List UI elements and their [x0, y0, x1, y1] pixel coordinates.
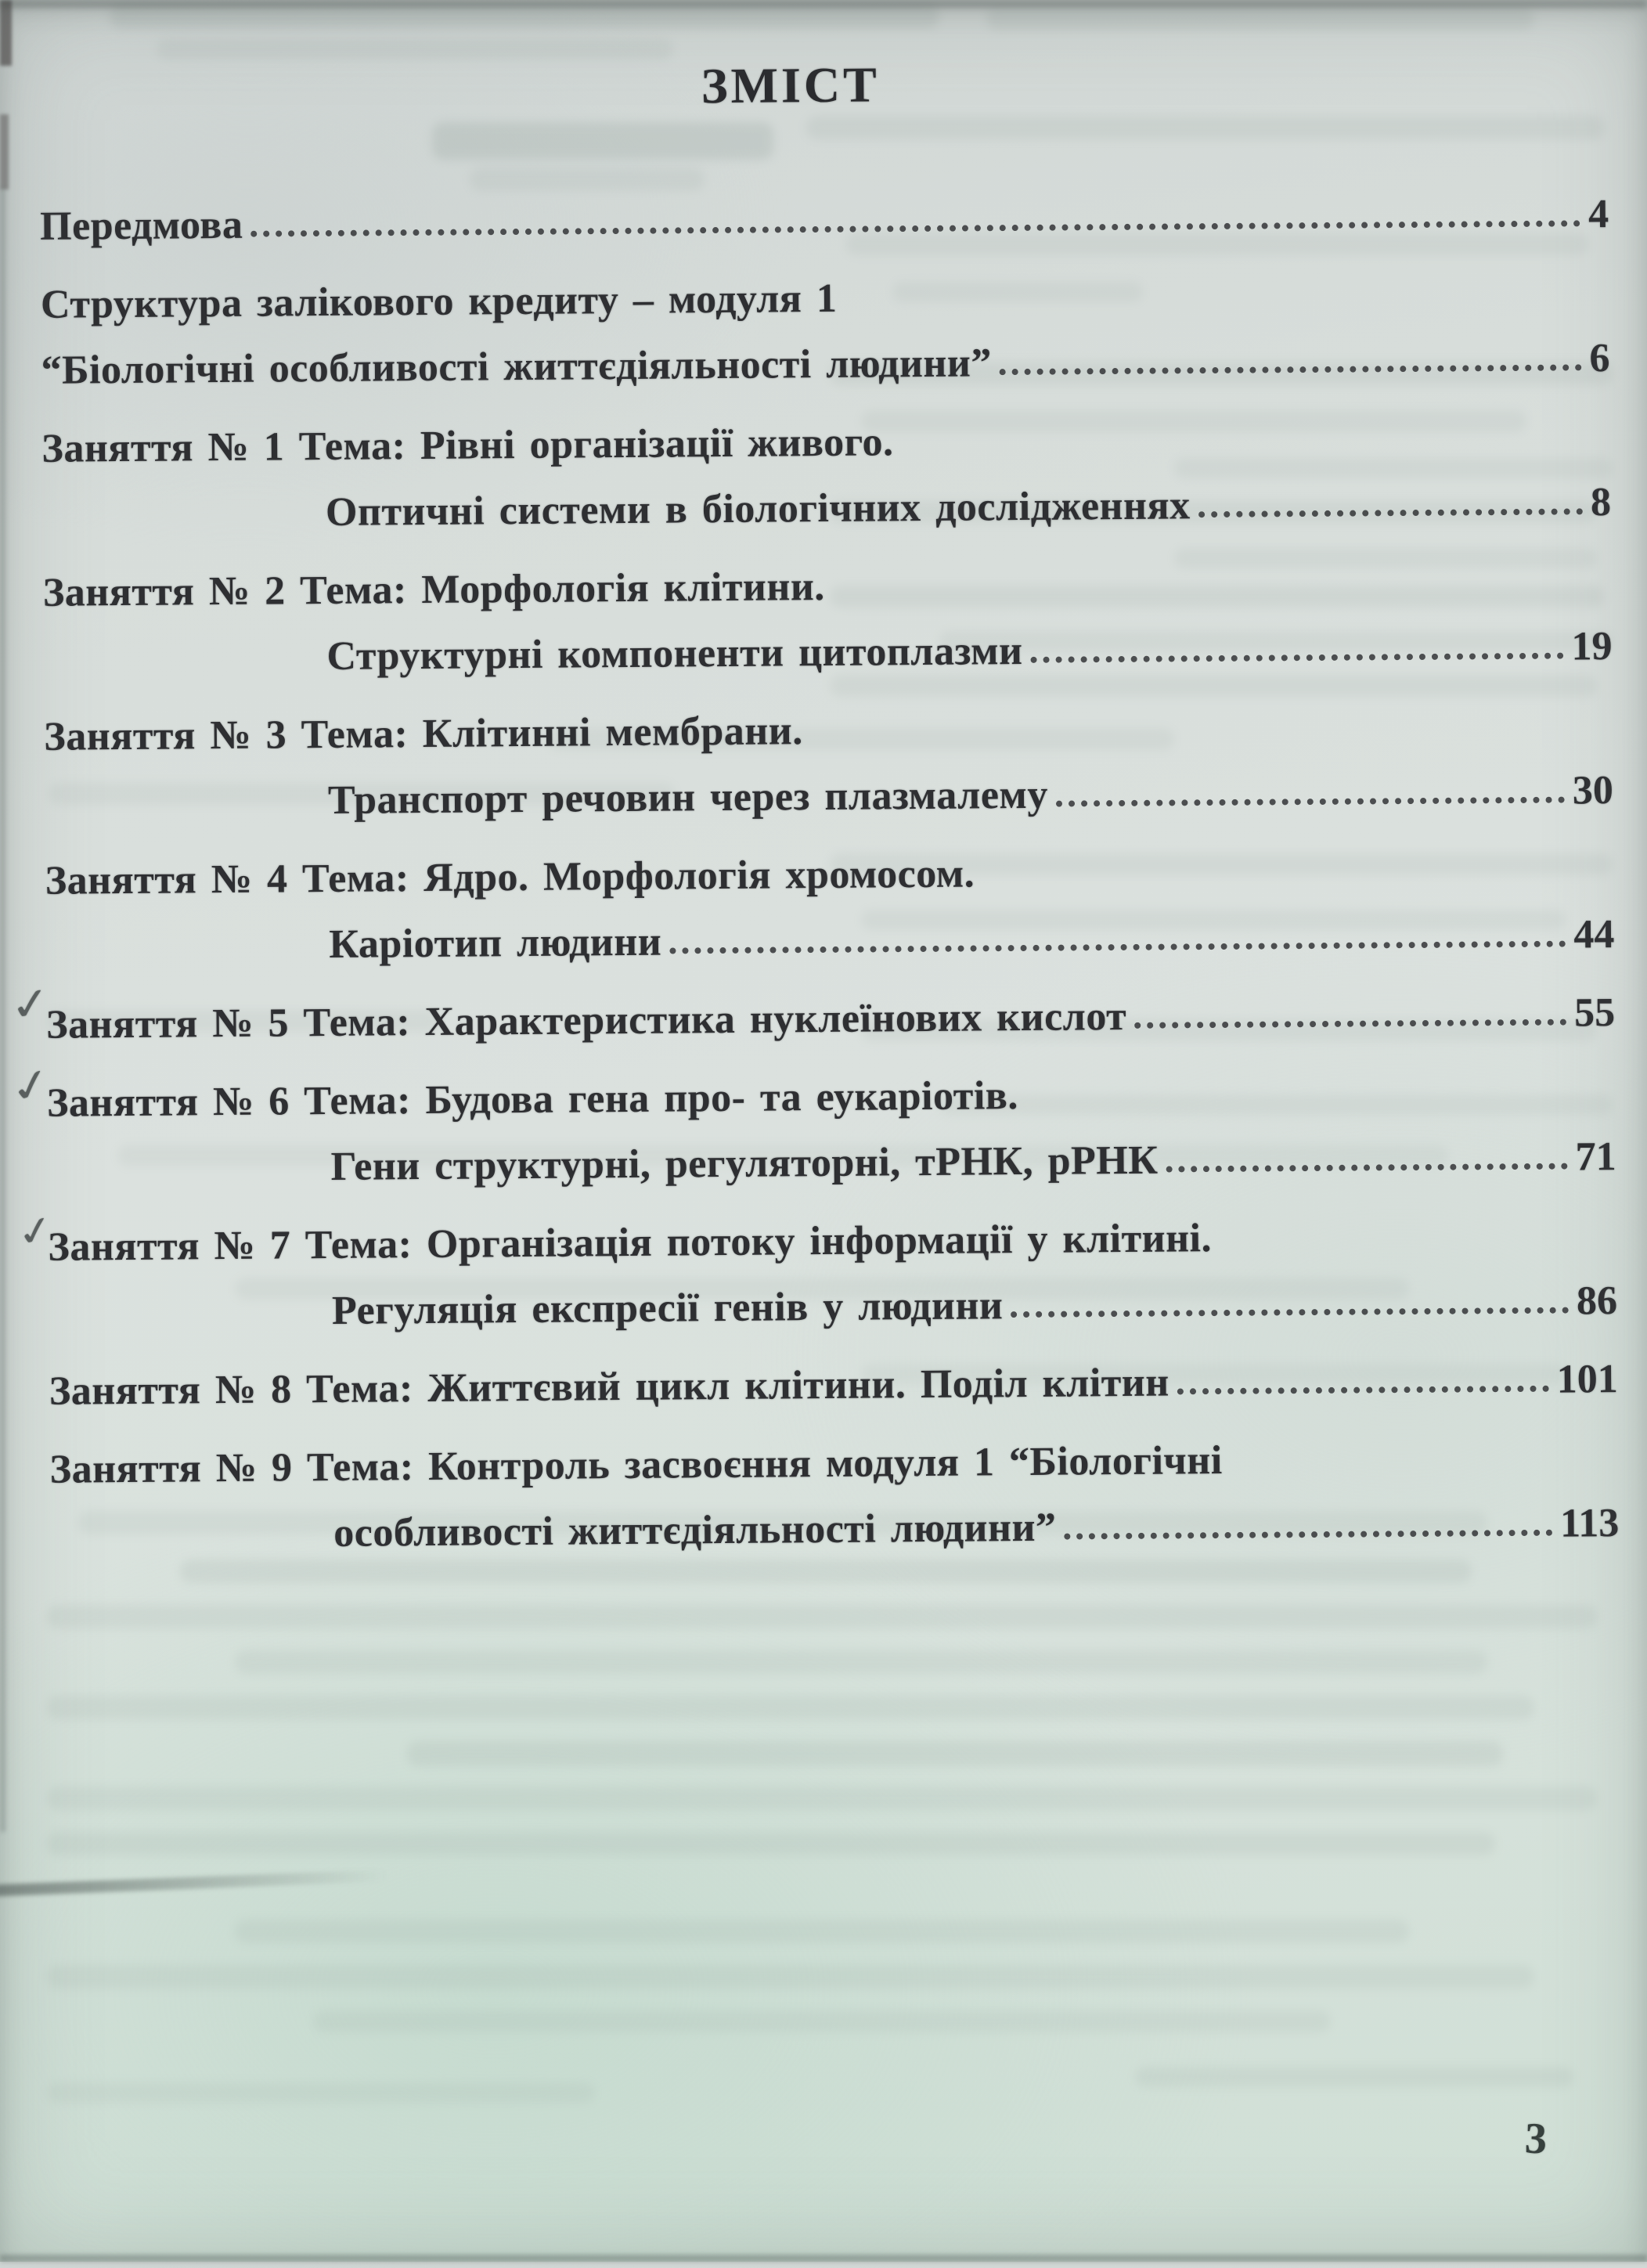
- toc-line-text: Заняття № 4 Тема: Ядро. Морфологія хромосом.: [45, 851, 975, 904]
- dotted-leader: [1134, 1019, 1566, 1029]
- toc-entry: [3, 1047, 1616, 1192]
- toc-line: [50, 1480, 1620, 1558]
- toc-line: [48, 1192, 1617, 1270]
- toc-line-text: “Біологічні особливості життєдіяльності людини”: [41, 341, 993, 394]
- toc-page-ref: 101: [1556, 1357, 1619, 1403]
- toc-line: [41, 249, 1610, 327]
- dotted-leader: [1064, 1530, 1552, 1540]
- toc-line-text: Каріотип людини: [329, 920, 662, 968]
- toc-page-ref: 86: [1576, 1278, 1618, 1324]
- dotted-leader: [1031, 653, 1564, 663]
- toc-line: [45, 891, 1615, 969]
- toc-entry: [13, 1192, 1618, 1336]
- toc-line-text: Заняття № 6 Тема: Будова гена про- та еукаріотів.: [46, 1073, 1019, 1127]
- toc-page-ref: 4: [1588, 192, 1609, 237]
- toc-line: [41, 393, 1611, 471]
- dotted-leader: [1177, 1386, 1549, 1395]
- toc-line-text: Заняття № 5 Тема: Характеристика нуклеїнових кислот: [45, 994, 1127, 1048]
- toc-line: [43, 603, 1613, 681]
- checkmark-icon: ✓: [6, 975, 55, 1033]
- toc-line-text: Транспорт речовин через плазмалему: [327, 773, 1049, 824]
- toc-line-text: Гени структурні, регуляторні, тРНК, рРНК: [330, 1138, 1159, 1190]
- dotted-leader: [1000, 364, 1582, 375]
- toc-entry: [44, 681, 1613, 825]
- dotted-leader: [1198, 508, 1583, 517]
- toc-entry: [49, 1414, 1619, 1558]
- toc-line-text: Структура залікового кредиту – модуля 1: [40, 276, 838, 328]
- dotted-leader: [250, 220, 1580, 236]
- toc-line-text: Регуляція експресії генів у людини: [331, 1283, 1004, 1334]
- toc-line-text: Заняття № 7 Тема: Організація потоку інформації у клітині.: [48, 1216, 1213, 1271]
- toc-entry: [45, 825, 1614, 969]
- page-title: ЗМІСТ: [701, 56, 881, 114]
- toc-line-text: Заняття № 3 Тема: Клітинні мембрани.: [44, 709, 803, 760]
- toc-page-ref: 71: [1575, 1134, 1616, 1180]
- toc-line: [42, 459, 1612, 537]
- toc-line: [45, 825, 1614, 903]
- toc-line-text: Передмова: [39, 203, 243, 250]
- toc-entry: [42, 537, 1612, 681]
- dotted-leader: [1056, 797, 1565, 807]
- toc-page-ref: 8: [1590, 480, 1612, 525]
- toc-line-text: Оптичні системи в біологічних дослідженнях: [325, 483, 1191, 535]
- toc-line: [42, 537, 1612, 615]
- toc-line: [49, 1257, 1618, 1336]
- toc-page-ref: 113: [1559, 1501, 1620, 1547]
- toc-line-text: Структурні компоненти цитоплазми: [326, 629, 1023, 680]
- toc-line: [49, 1414, 1619, 1492]
- toc-page-ref: 19: [1571, 624, 1613, 669]
- checkmark-icon: ✓: [3, 1055, 59, 1115]
- toc-line: [46, 969, 1616, 1047]
- toc-page-ref: 6: [1589, 336, 1610, 381]
- toc-line-text: Заняття № 9 Тема: Контроль засвоєння модуля 1 “Біологічні: [49, 1438, 1223, 1493]
- toc-entry: [41, 393, 1611, 537]
- toc-line: [47, 1047, 1616, 1126]
- dotted-leader: [669, 941, 1566, 954]
- toc-line: [49, 1336, 1618, 1414]
- table-of-contents: [3, 171, 1620, 1570]
- toc-line-text: особливості життєдіяльності людини”: [333, 1505, 1057, 1556]
- dotted-leader: [1011, 1307, 1569, 1318]
- toc-page-ref: 55: [1573, 990, 1616, 1036]
- toc-line: [41, 315, 1610, 393]
- toc-line: [40, 171, 1609, 249]
- toc-page-ref: 30: [1572, 768, 1614, 813]
- toc-line-text: Заняття № 2 Тема: Морфологія клітини.: [42, 564, 826, 616]
- toc-line: [47, 1113, 1616, 1192]
- toc-entry: [41, 249, 1610, 393]
- dotted-leader: [1166, 1163, 1568, 1173]
- toc-line: [45, 747, 1614, 825]
- toc-line-text: Заняття № 1 Тема: Рівні організації живого.: [41, 420, 894, 472]
- toc-entry: [6, 969, 1616, 1048]
- folio-page-number: 3: [1523, 2114, 1548, 2164]
- toc-line: [44, 681, 1613, 759]
- toc-entry: [40, 171, 1609, 249]
- toc-page-ref: 44: [1573, 912, 1615, 957]
- toc-line-text: Заняття № 8 Тема: Життєвий цикл клітини. Поділ клітин: [49, 1360, 1169, 1415]
- checkmark-icon: ✓: [13, 1204, 59, 1257]
- toc-entry: [49, 1336, 1618, 1414]
